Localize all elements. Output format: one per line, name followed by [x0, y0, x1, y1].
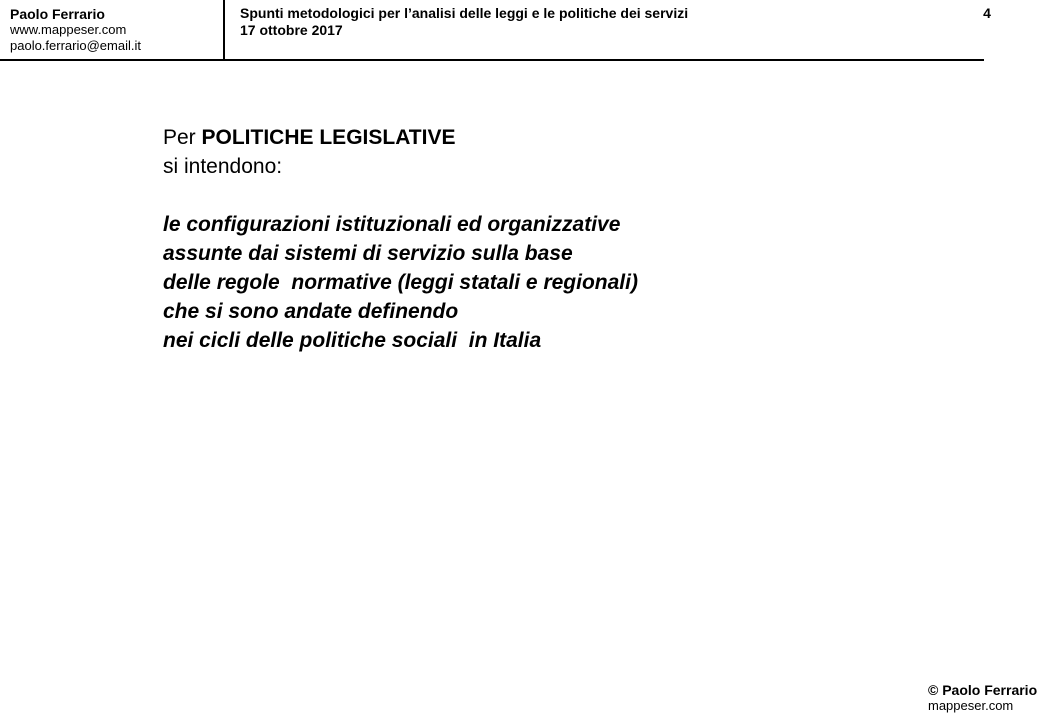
slide-footer	[928, 682, 1037, 714]
presentation-date: 17 ottobre 2017	[240, 22, 343, 38]
footer-site: mappeser.com	[928, 698, 1014, 713]
author-name: Paolo Ferrario	[10, 6, 105, 22]
author-email: paolo.ferrario@email.it	[10, 38, 141, 53]
presentation-title: Spunti metodologici per l’analisi delle leggi e le politiche dei servizi	[240, 5, 689, 21]
definition-line: le configurazioni istituzionali ed organizzative	[163, 213, 621, 236]
author-website: www.mappeser.com	[10, 22, 127, 37]
body-intro-keyword: POLITICHE LEGISLATIVE	[201, 126, 456, 149]
body-intro-prefix: Per	[163, 126, 202, 149]
definition-line: delle regole normative (leggi statali e regionali)	[163, 271, 638, 294]
definition-line: assunte dai sistemi di servizio sulla base	[163, 242, 573, 265]
slide-body	[163, 123, 638, 355]
page-number: 4	[983, 5, 991, 21]
header-horizontal-rule	[0, 59, 984, 61]
footer-copyright: © Paolo Ferrario	[928, 682, 1038, 698]
body-intro-line2: si intendono:	[163, 155, 283, 178]
definition-line: che si sono andate definendo	[163, 300, 459, 323]
body-intro-line	[163, 123, 638, 152]
presentation-title-block	[240, 5, 688, 39]
header-vertical-divider	[223, 0, 225, 59]
definition-block	[163, 210, 638, 355]
author-block	[10, 6, 141, 54]
definition-line: nei cicli delle politiche sociali in Italia	[163, 329, 542, 352]
